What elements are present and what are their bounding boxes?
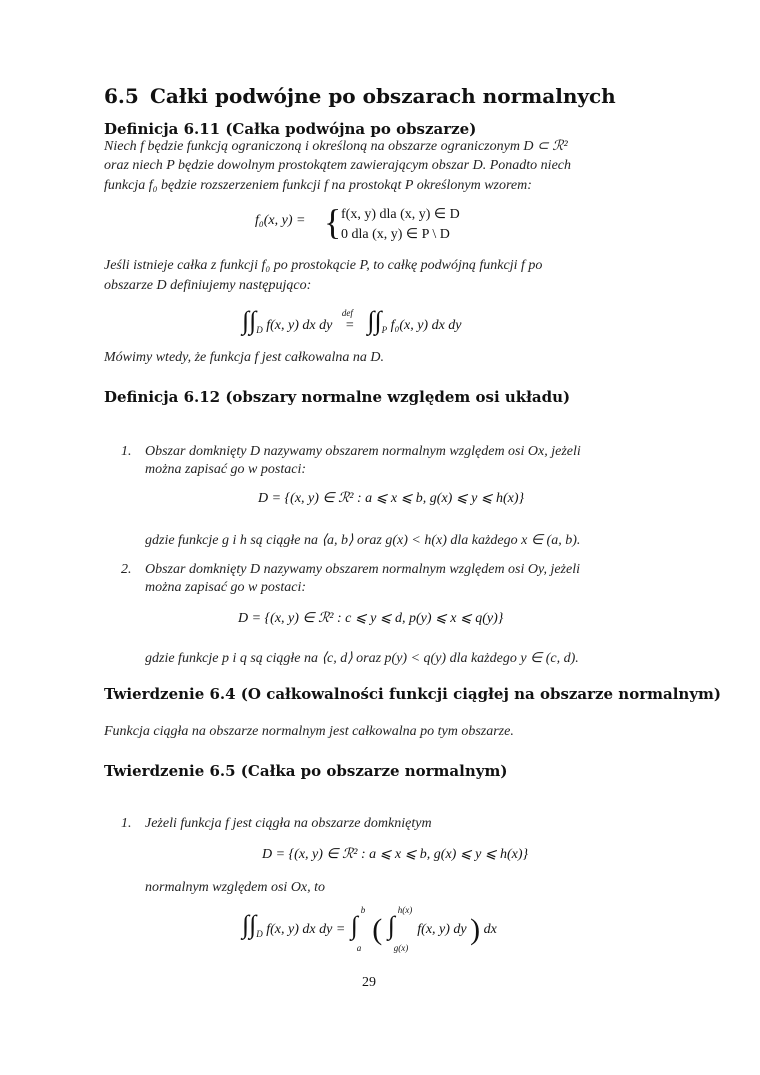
- definition-6-11-line-5: obszarze D definiujemy następująco:: [104, 278, 312, 293]
- list-item-number: 2.: [121, 562, 132, 577]
- page-number: 29: [362, 975, 376, 990]
- def-label: def: [341, 308, 353, 318]
- definition-6-11-line-4: Jeśli istnieje całka z funkcji f₀ po prostokącie P, to całkę podwójną funkcji f po: [104, 258, 543, 273]
- theorem-6-5-region-formula: D = {(x, y) ∈ ℛ² : a ⩽ x ⩽ b, g(x) ⩽ y ⩽ h(x)}: [262, 847, 529, 862]
- outer-integral-sign: ∫: [350, 910, 358, 940]
- list-item-note: gdzie funkcje p i q są ciągłe na ⟨c, d⟩ oraz p(y) < q(y) dla każdego y ∈ (c, d).: [145, 651, 579, 666]
- double-integral-sign-3: ∫∫: [242, 910, 257, 939]
- list-item-number: 1.: [121, 816, 132, 831]
- section-title-text: Całki podwójne po obszarach normalnych: [150, 84, 616, 108]
- double-integral-sign: ∫∫: [242, 306, 257, 335]
- list-item-line-1: Obszar domknięty D nazywamy obszarem normalnym względem osi Ox, jeżeli: [145, 444, 581, 459]
- def-equals: def =: [341, 308, 354, 333]
- right-paren: ): [470, 912, 481, 946]
- theorem-6-4-text: Funkcja ciągła na obszarze normalnym jest całkowalna po tym obszarze.: [104, 724, 514, 739]
- iterated-lhs: f(x, y) dx dy =: [266, 922, 346, 937]
- definition-6-11-line-6: Mówimy wtedy, że funkcja f jest całkowalna na D.: [104, 350, 384, 365]
- definition-6-12-heading: Definicja 6.12 (obszary normalne względem osi układu): [104, 388, 571, 406]
- inner-integral: [386, 904, 414, 953]
- integral-lhs: f(x, y) dx dy: [266, 318, 333, 333]
- definition-6-11-heading: Definicja 6.11 (Całka podwójna po obszarze): [104, 120, 477, 138]
- integral-subscript-p: P: [381, 325, 388, 335]
- list-item-note: gdzie funkcje g i h są ciągłe na ⟨a, b⟩ oraz g(x) < h(x) dla każdego x ∈ (a, b).: [145, 533, 581, 548]
- piecewise-case-1: f(x, y) dla (x, y) ∈ D: [341, 207, 460, 222]
- list-item-line-2: można zapisać go w postaci:: [145, 580, 306, 595]
- list-item-number: 1.: [121, 444, 132, 459]
- piecewise-lhs: f₀(x, y) =: [255, 213, 306, 228]
- integral-rhs: f₀(x, y) dx dy: [390, 318, 462, 333]
- iterated-integrand: f(x, y) dy: [417, 922, 467, 937]
- theorem-6-4-heading: Twierdzenie 6.4 (O całkowalności funkcji ciągłej na obszarze normalnym): [104, 685, 721, 703]
- piecewise-case-2: 0 dla (x, y) ∈ P \ D: [341, 227, 450, 242]
- inner-integral-sign: ∫: [387, 910, 395, 940]
- normal-region-ox-formula: D = {(x, y) ∈ ℛ² : a ⩽ x ⩽ b, g(x) ⩽ y ⩽ h(x)}: [258, 491, 525, 506]
- left-brace: {: [324, 202, 342, 242]
- left-paren: (: [372, 912, 383, 946]
- list-item-line-2: można zapisać go w postaci:: [145, 462, 306, 477]
- integral-subscript-d: D: [256, 929, 263, 939]
- definition-6-11-line-3: funkcja f₀ będzie rozszerzeniem funkcji f na prostokąt P określonym wzorem:: [104, 178, 532, 193]
- section-title: [104, 84, 616, 108]
- outer-dx: dx: [483, 922, 497, 937]
- iterated-integral-formula: [242, 904, 497, 960]
- definition-6-11-line-2: oraz niech P będzie dowolnym prostokątem zawierającym obszar D. Ponadto niech: [104, 158, 572, 173]
- integral-subscript-d: D: [256, 325, 263, 335]
- normal-region-oy-formula: D = {(x, y) ∈ ℛ² : c ⩽ y ⩽ d, p(y) ⩽ x ⩽ q(y)}: [238, 611, 504, 626]
- theorem-6-5-line-1: Jeżeli funkcja f jest ciągła na obszarze domkniętym: [145, 816, 432, 831]
- lower-limit-g: g(x): [393, 942, 409, 953]
- theorem-6-5-line-2: normalnym względem osi Ox, to: [145, 880, 326, 895]
- outer-integral: [349, 904, 369, 953]
- lower-limit-a: a: [356, 942, 362, 953]
- definition-6-11-line-1: Niech f będzie funkcją ograniczoną i określoną na obszarze ograniczonym D ⊂ ℛ²: [104, 139, 568, 154]
- double-integral-definition: [242, 306, 462, 340]
- section-number: 6.5: [104, 84, 139, 108]
- theorem-6-5-heading: Twierdzenie 6.5 (Całka po obszarze normalnym): [104, 762, 508, 780]
- double-integral-sign-2: ∫∫: [367, 306, 382, 335]
- list-item-line-1: Obszar domknięty D nazywamy obszarem normalnym względem osi Oy, jeżeli: [145, 562, 580, 577]
- upper-limit-b: b: [360, 904, 366, 915]
- upper-limit-h: h(x): [397, 904, 413, 915]
